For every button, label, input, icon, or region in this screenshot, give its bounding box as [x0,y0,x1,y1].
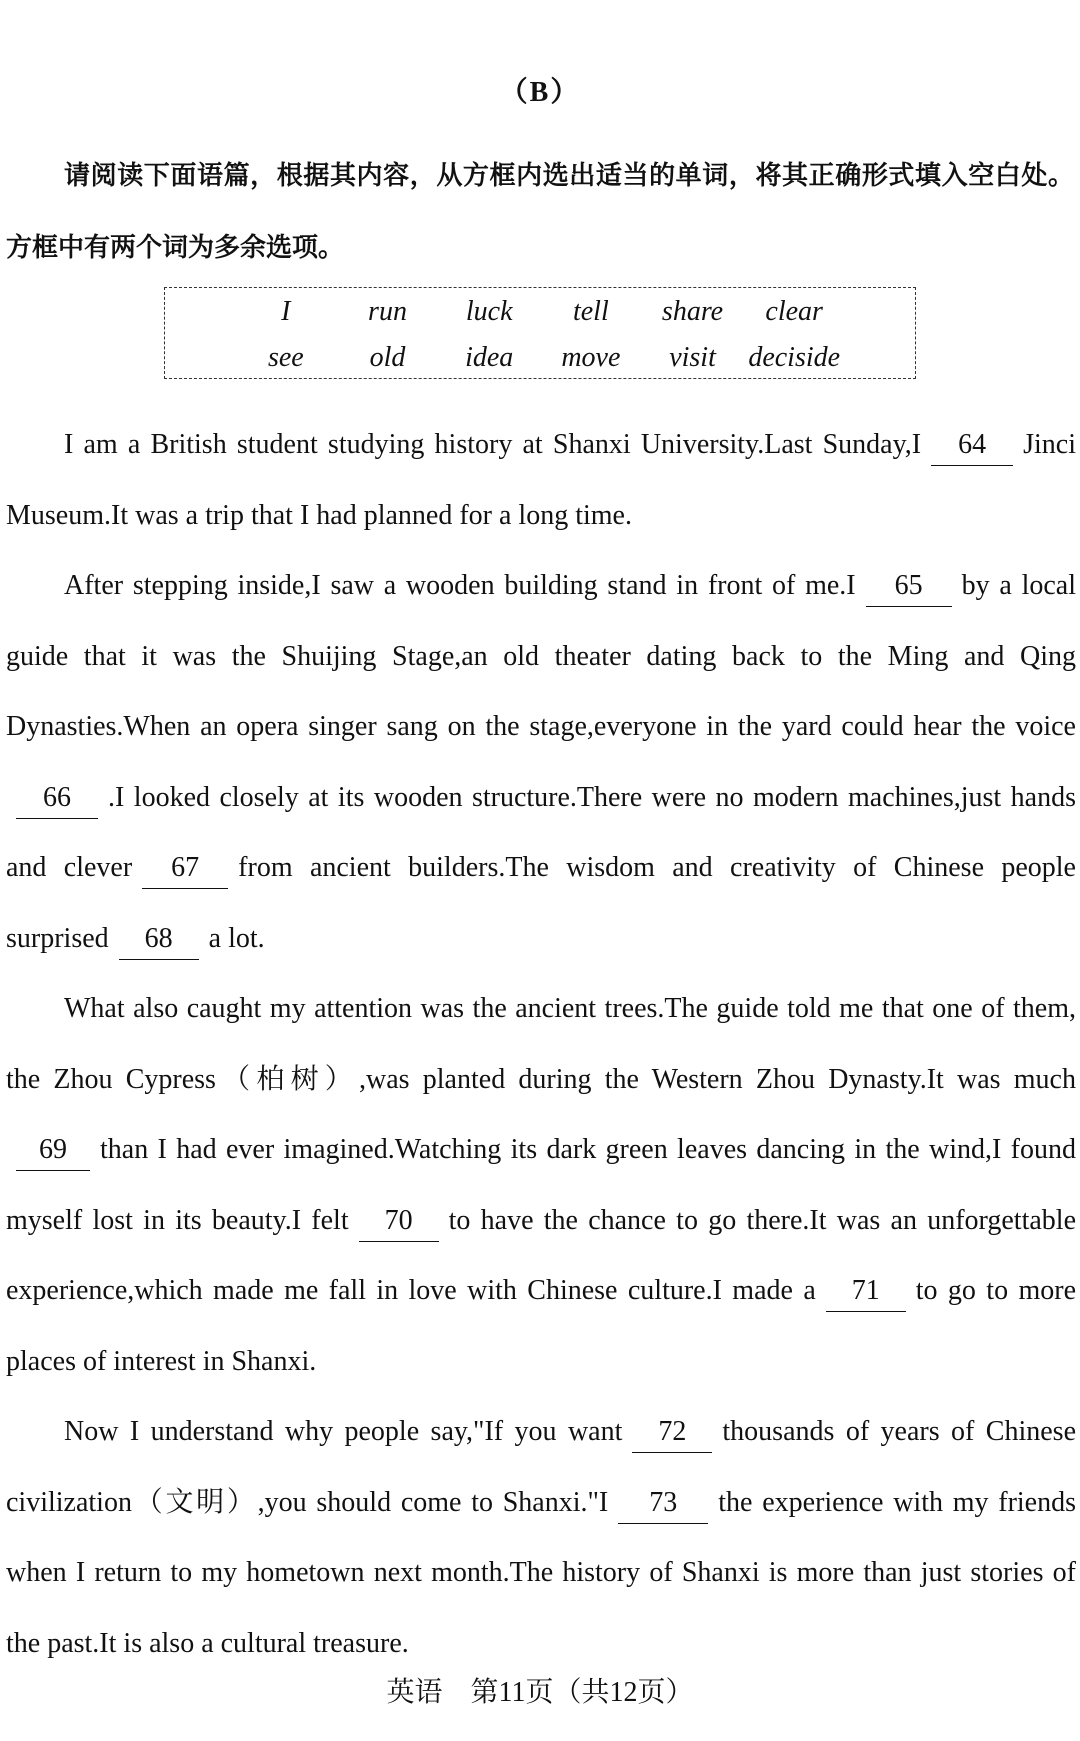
passage-text: than I had ever imagined.Watching its dark green leaves dancing in the wind,I found myself lost in its beauty.I felt [6,1134,1076,1236]
word-option: deciside [748,342,841,373]
word-option: old [369,342,406,373]
word-option: tell [572,296,609,327]
word-option: idea [465,342,514,373]
blank-69[interactable]: 69 [16,1130,90,1171]
word-option: share [661,296,724,327]
blank-64[interactable]: 64 [931,425,1013,466]
passage-text: .I looked closely at its wooden structure.There were no modern machines,just hands and clever [6,781,1076,883]
blank-71[interactable]: 71 [826,1271,906,1312]
blank-65[interactable]: 65 [866,566,952,607]
blank-66[interactable]: 66 [16,778,98,819]
passage-text: thousands of years of Chinese civilization（文明）,you should come to Shanxi."I [6,1416,1076,1518]
paragraph-3 [6,974,1076,1397]
passage-text: Now I understand why people say,"If you want [64,1416,623,1447]
passage-text: to have the chance to go there.It was an unforgettable experience,which made me fall in love with Chinese culture.I made a [6,1204,1076,1306]
blank-68[interactable]: 68 [119,919,199,960]
passage [6,410,1076,1679]
blank-70[interactable]: 70 [359,1201,439,1242]
word-box [164,287,916,379]
passage-text: from ancient builders.The wisdom and creativity of Chinese people surprised [6,852,1076,954]
blank-73[interactable]: 73 [618,1483,708,1524]
passage-text: Jinci Museum.It was a trip that I had planned for a long time. [6,429,1076,531]
page-footer: 英语 第11页（共12页） [386,1677,694,1708]
passage-text: a lot. [208,922,265,954]
paragraph-2 [6,551,1076,974]
word-option: see [267,342,304,373]
passage-text: After stepping inside,I saw a wooden building stand in front of me.I [64,570,856,601]
paragraph-4 [6,1397,1076,1679]
word-option: run [368,296,407,327]
passage-text: I am a British student studying history at Shanxi University.Last Sunday,I [64,429,922,460]
word-option: I [281,296,291,327]
instruction-text: 请阅读下面语篇，根据其内容，从方框内选出适当的单词，将其正确形式填入空白处。方框中有两个词为多余选项。 [6,161,1074,263]
passage-text: What also caught my attention was the ancient trees.The guide told me that one of them, the Zhou Cypress（柏树）,was planted during the Western Zhou Dynasty.It was much [6,993,1076,1095]
word-option: move [561,342,621,373]
word-option: luck [465,296,513,327]
passage-text: the experience with my friends when I return to my hometown next month.The history of Shanxi is more than just stories of the past.It is also a cultural treasure. [6,1486,1076,1659]
word-row-2 [165,342,915,374]
blank-72[interactable]: 72 [632,1412,712,1453]
section-title: （B） [499,77,581,108]
passage-text: to go to more places of interest in Shanxi. [6,1275,1077,1377]
word-row-1 [165,296,915,328]
paragraph-1 [6,410,1076,551]
blank-67[interactable]: 67 [142,848,228,889]
word-option: visit [669,342,716,373]
word-option: clear [765,296,823,327]
passage-text: by a local guide that it was the Shuijing Stage,an old theater dating back to the Ming and Qing Dynasties.When an opera singer sang on the stage,everyone in the yard could hear the voice [6,570,1076,742]
